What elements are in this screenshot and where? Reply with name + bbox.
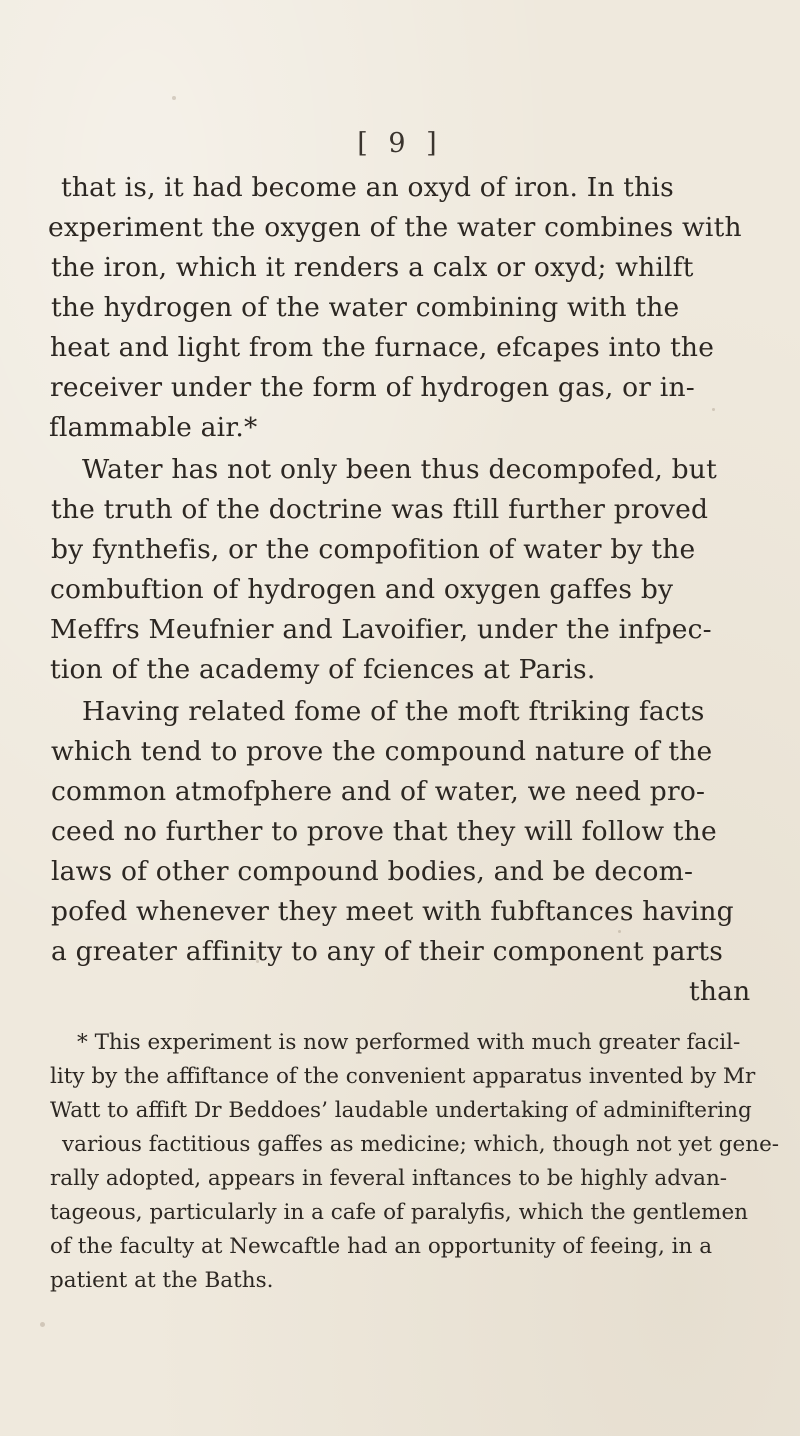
body-line: which tend to prove the compound nature of the <box>51 736 713 767</box>
body-line: Meffrs Meufnier and Lavoifier, under the infpec- <box>50 614 712 645</box>
body-line: experiment the oxygen of the water combines with <box>48 212 742 243</box>
body-line: laws of other compound bodies, and be decom- <box>51 856 694 887</box>
paper-speck <box>172 96 176 100</box>
paper-speck <box>256 960 259 963</box>
footnote-line: * This experiment is now performed with much greater facil- <box>77 1030 741 1055</box>
paper-speck <box>40 1322 45 1327</box>
body-line: by fynthefis, or the compofition of water by the <box>51 534 696 565</box>
footnote-line: patient at the Baths. <box>50 1268 274 1293</box>
catchword: than <box>689 976 751 1007</box>
footnote-line: lity by the affiftance of the convenient apparatus invented by Mr <box>50 1064 756 1089</box>
body-line: receiver under the form of hydrogen gas, or in- <box>50 372 695 403</box>
footnote-line: tageous, particularly in a cafe of paralyfis, which the gentlemen <box>50 1200 749 1225</box>
body-paragraph-start: Water has not only been thus decompofed, but <box>82 454 717 485</box>
body-line: the iron, which it renders a calx or oxyd; whilft <box>51 252 694 283</box>
body-line: flammable air.* <box>49 412 258 443</box>
body-line: common atmofphere and of water, we need pro- <box>51 776 706 807</box>
footnote-line: Watt to affift Dr Beddoes’ laudable undertaking of adminiftering <box>50 1098 752 1123</box>
footnote-line: rally adopted, appears in feveral inftances to be highly advan- <box>50 1166 728 1191</box>
body-line: a greater affinity to any of their component parts <box>51 936 724 967</box>
body-line: pofed whenever they meet with fubftances having <box>51 896 734 927</box>
paper-speck <box>712 408 715 411</box>
footnote-line: of the faculty at Newcaftle had an opportunity of feeing, in a <box>50 1234 713 1259</box>
body-line: tion of the academy of fciences at Paris. <box>50 654 596 685</box>
body-line: the hydrogen of the water combining with the <box>51 292 680 323</box>
body-paragraph-start: Having related fome of the moft ftriking facts <box>82 696 705 727</box>
page-number: [ 9 ] <box>357 128 443 159</box>
body-line: ceed no further to prove that they will follow the <box>51 816 717 847</box>
body-line: the truth of the doctrine was ftill further proved <box>51 494 709 525</box>
body-line: heat and light from the furnace, efcapes into the <box>50 332 715 363</box>
footnote-line: various factitious gaffes as medicine; which, though not yet gene- <box>62 1132 780 1157</box>
body-line: combuftion of hydrogen and oxygen gaffes by <box>50 574 674 605</box>
paper-speck <box>618 930 621 933</box>
body-line: that is, it had become an oxyd of iron. In this <box>61 172 674 203</box>
